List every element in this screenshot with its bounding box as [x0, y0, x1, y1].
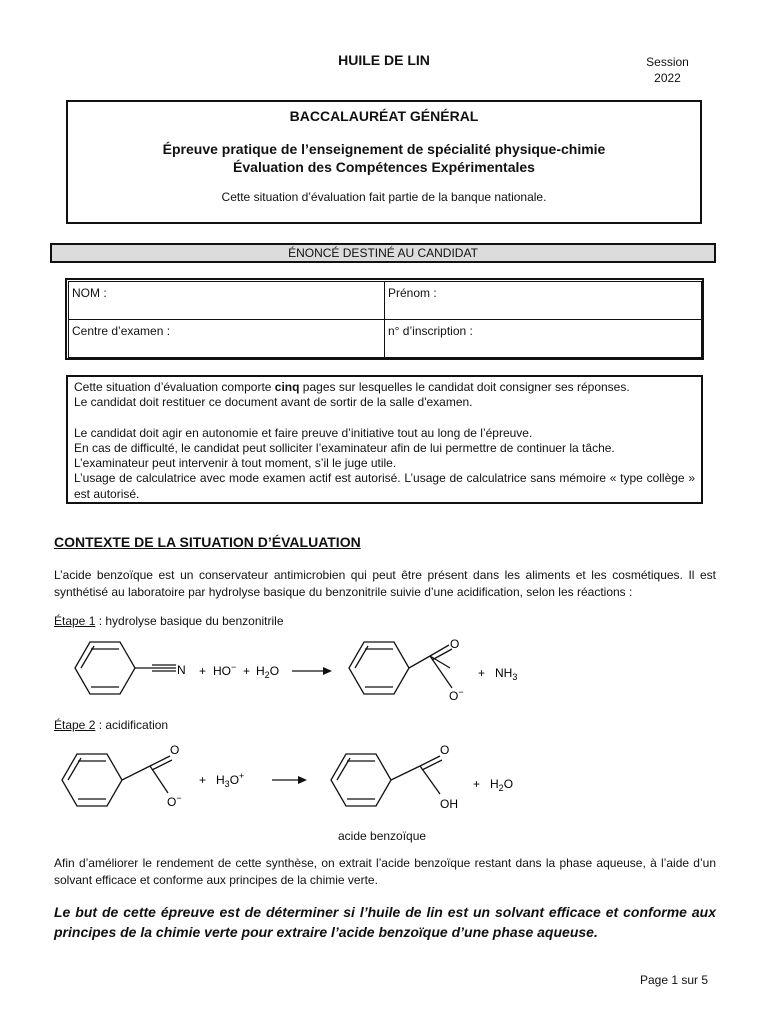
water-1: $H_2O$ [256, 664, 280, 680]
bac-header-box [66, 100, 702, 224]
epreuve-line: Épreuve pratique de l’enseignement de spécialité physique-chimie [162, 141, 606, 157]
step1-label: Étape 1 [54, 614, 96, 628]
centre-label: Centre d’examen : [72, 324, 171, 338]
step2-title: Étape 2 : acidification [54, 718, 169, 732]
identity-table [65, 278, 704, 360]
benzoic-acid-ring [331, 754, 391, 806]
benzoate-o-top: O [170, 743, 180, 757]
arrow-head-2 [298, 776, 307, 784]
extraction-paragraph: Afin d’améliorer le rendement de cette synthèse, on extrait l’acide benzoïque restant dans la phase aqueuse, à l’aide d’un solvant efficace et conforme aux principes de la chimie verte. [54, 856, 716, 887]
banque-note: Cette situation d’évaluation fait partie de la banque nationale. [221, 190, 547, 204]
svg-text:+: + [473, 777, 481, 791]
context-intro: L’acide benzoïque est un conservateur antimicrobien qui peut être présent dans les aliments et les cosmétiques. Il est synthétisé au laboratoire par hydrolyse basique du benzonitrile suivie d’une acidification, selon les réactions : [54, 568, 716, 599]
instruction-calculatrice: L’usage de calculatrice avec mode examen actif est autorisé. L’usage de calculatrice sans mémoire « type collège » est autorisé. [74, 471, 695, 501]
benzoate-ring [349, 642, 409, 694]
prenom-field[interactable] [384, 281, 702, 320]
instruction-difficulte: En cas de difficulté, le candidat peut solliciter l’examinateur afin de lui permettre de continuer la tâche. [74, 440, 615, 455]
acid-benzoique-caption: acide benzoïque [338, 829, 427, 843]
carboxylate-o-top: O [450, 637, 460, 651]
context-heading: CONTEXTE DE LA SITUATION D’ÉVALUATION [54, 534, 361, 550]
session-year: 2022 [654, 71, 681, 85]
nom-field[interactable] [68, 281, 385, 320]
reaction-1-scheme [0, 630, 768, 710]
document-title: HUILE DE LIN [338, 52, 430, 68]
svg-text:+: + [478, 666, 486, 680]
inscription-field[interactable] [384, 319, 702, 358]
centre-field[interactable] [68, 319, 385, 358]
evaluation-line: Évaluation des Compétences Expérimentales [233, 159, 535, 175]
nom-label: NOM : [72, 286, 107, 300]
instruction-autonomie: Le candidat doit agir en autonomie et faire preuve d’initiative tout au long de l’épreuve. [74, 425, 533, 440]
session-label: Session [646, 55, 689, 69]
svg-text:+: + [199, 664, 207, 678]
step2-label: Étape 2 [54, 718, 96, 732]
water-2: $H_2O$ [490, 777, 514, 793]
page-number: Page 1 sur 5 [640, 973, 709, 987]
instruction-restituer: Le candidat doit restituer ce document avant de sortir de la salle d'examen. [74, 395, 473, 410]
goal-statement: Le but de cette épreuve est de déterminer si l’huile de lin est un solvant efficace et conforme aux principes de la chimie verte pour extraire l’acide benzoïque d’une phase aqueuse. [54, 904, 716, 940]
enonce-banner: ÉNONCÉ DESTINÉ AU CANDIDAT [50, 243, 716, 263]
hydronium: $H_3O^+$ [216, 771, 245, 789]
session-info [630, 54, 705, 86]
reaction-2-scheme [0, 738, 768, 828]
benzonitrile-ring [75, 642, 135, 694]
nitrile-n: N [177, 663, 186, 677]
bac-title: BACCALAURÉAT GÉNÉRAL [289, 108, 479, 124]
acid-oh: OH [440, 797, 458, 811]
step1-title: Étape 1 : hydrolyse basique du benzonitrile [54, 614, 284, 628]
inscription-label: n° d’inscription : [388, 324, 473, 338]
carboxylate-o: O− [449, 687, 464, 703]
svg-text:+: + [243, 664, 251, 678]
benzoate-ring-2 [62, 754, 122, 806]
instruction-examinateur: L’examinateur peut intervenir à tout moment, s’il le juge utile. [74, 456, 397, 471]
instructions-box [66, 375, 703, 504]
acid-o-top: O [440, 743, 450, 757]
arrow-head-1 [323, 667, 332, 675]
benzoate-o: O− [167, 793, 182, 809]
prenom-label: Prénom : [388, 286, 437, 300]
ammonia: $NH_3$ [495, 666, 518, 682]
svg-text:+: + [199, 773, 207, 787]
instruction-pages: Cette situation d’évaluation comporte cinq pages sur lesquelles le candidat doit consigner ses réponses. [74, 380, 630, 394]
hydroxide: HO− [213, 662, 237, 678]
